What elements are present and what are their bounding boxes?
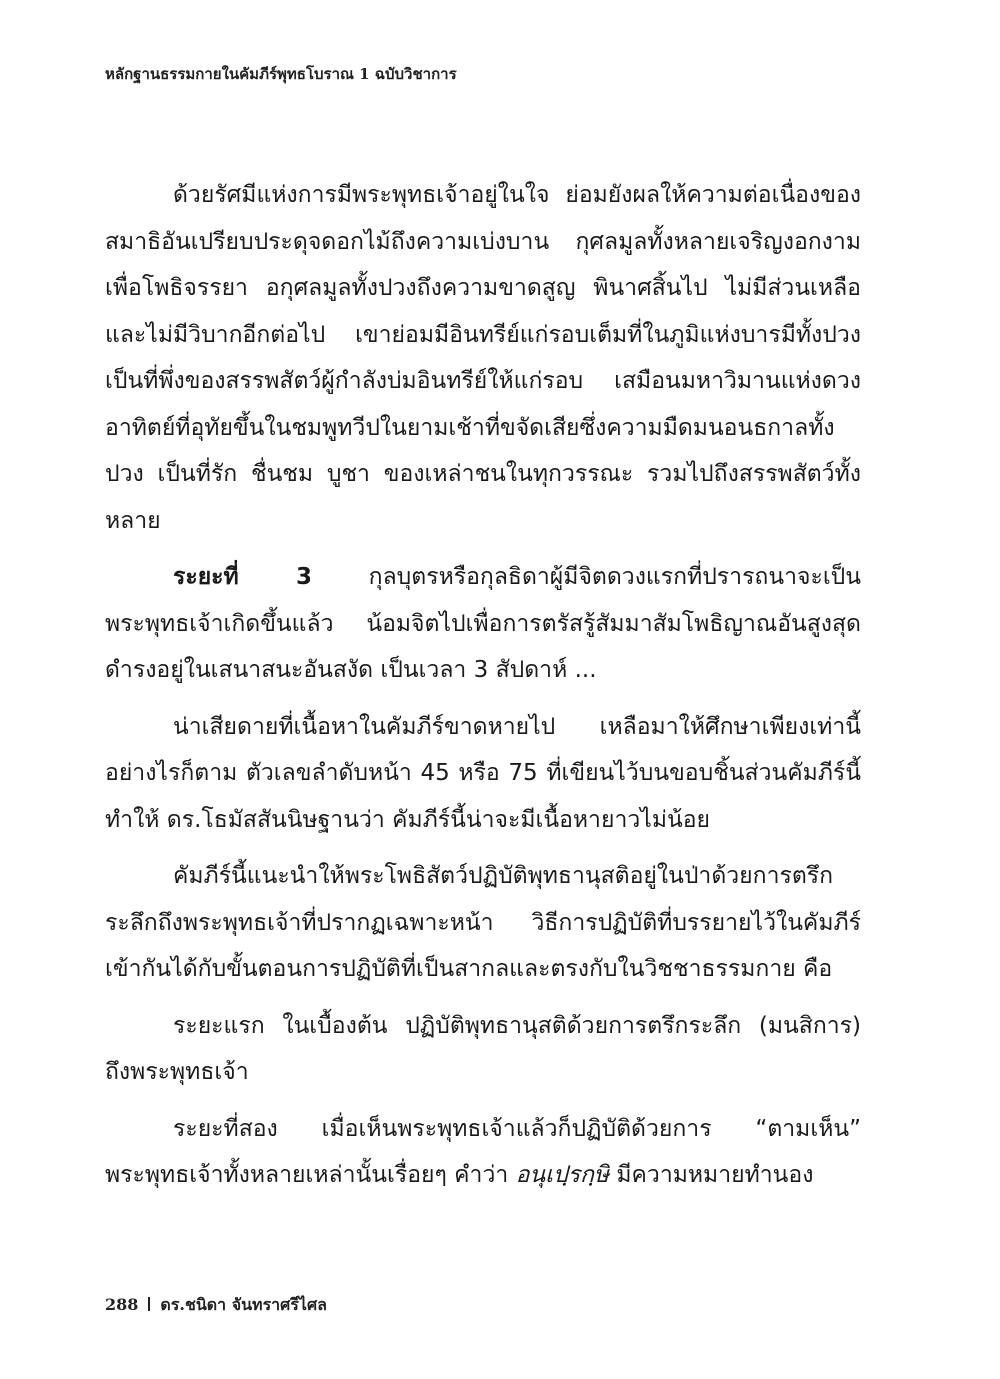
page-footer [105,1293,327,1318]
paragraph [105,704,861,844]
paragraph [105,1003,861,1096]
paragraph-text: น่าเสียดายที่เนื้อหาในคัมภีร์ขาดหายไป เหลือมาให้ศึกษาเพียงเท่านี้อย่างไรก็ตาม ตัวเลขลำดับหน้า 45 หรือ 75 ที่เขียนไว้บนขอบชิ้นส่วนคัมภีร์นี้ทำให้ ดร.โธมัสสันนิษฐานว่า คัมภีร์นี้น่าจะมีเนื้อหายาวไม่น้อย [105,713,861,833]
footer-author: ดร.ชนิดา จันทราศรีไศล [160,1295,327,1314]
paragraph-lead: ระยะที่ 3 [173,564,313,590]
paragraph-text: ด้วยรัศมีแห่งการมีพระพุทธเจ้าอยู่ในใจ ย่อมยังผลให้ความต่อเนื่องของสมาธิอันเปรียบประดุจดอกไม้ถึงความเบ่งบาน กุศลมูลทั้งหลายเจริญงอกงามเพื่อโพธิจรรยา อกุศลมูลทั้งปวงถึงความขาดสูญ พินาศสิ้นไป ไม่มีส่วนเหลือ และไม่มีวิบากอีกต่อไป เขาย่อมมีอินทรีย์แก่รอบเต็มที่ในภูมิแห่งบารมีทั้งปวง เป็นที่พึ่งของสรรพสัตว์ผู้กำลังบ่มอินทรีย์ให้แก่รอบ เสมือนมหาวิมานแห่งดวงอาทิตย์ที่อุทัยขึ้นในชมพูทวีปในยามเช้าที่ขจัดเสียซึ่งความมืดมนอนธกาลทั้งปวง เป็นที่รัก ชื่นชม บูชา ของเหล่าชนในทุกวรรณะ รวมไปถึงสรรพสัตว์ทั้งหลาย [105,182,861,534]
paragraph-text: กุลบุตรหรือกุลธิดาผู้มีจิตดวงแรกที่ปรารถนาจะเป็นพระพุทธเจ้าเกิดขึ้นแล้ว น้อมจิตไปเพื่อการตรัสรู้สัมมาสัมโพธิญาณอันสูงสุดดำรงอยู่ในเสนาสนะอันสงัด เป็นเวลา 3 สัปดาห์ ... [105,564,861,683]
italic-term: อนุเปฺรกฺษิ [515,1162,610,1188]
footer-divider [148,1297,150,1311]
body-text [105,172,861,1209]
paragraph [105,853,861,993]
paragraph [105,554,861,694]
paragraph-text: มีความหมายทำนอง [609,1162,814,1188]
paragraph-text: ระยะแรก ในเบื้องต้น ปฏิบัติพุทธานุสติด้วยการตรึกระลึก (มนสิการ) ถึงพระพุทธเจ้า [105,1012,861,1085]
paragraph-text: คัมภีร์นี้แนะนำให้พระโพธิสัตว์ปฏิบัติพุทธานุสติอยู่ในป่าด้วยการตรึกระลึกถึงพระพุทธเจ้าที่ปรากฏเฉพาะหน้า วิธีการปฏิบัติที่บรรยายไว้ในคัมภีร์เข้ากันได้กับขั้นตอนการปฏิบัติที่เป็นสากลและตรงกับในวิชชาธรรมกาย คือ [105,863,861,982]
page-number: 288 [105,1295,139,1314]
paragraph-text: ระยะที่สอง เมื่อเห็นพระพุทธเจ้าแล้วก็ปฏิบัติด้วยการ “ตามเห็น” พระพุทธเจ้าทั้งหลายเหล่านั้นเรื่อยๆ คำว่า [105,1115,861,1188]
running-header: หลักฐานธรรมกายในคัมภีร์พุทธโบราณ 1 ฉบับวิชาการ [105,65,457,83]
paragraph [105,172,861,544]
paragraph [105,1106,861,1199]
